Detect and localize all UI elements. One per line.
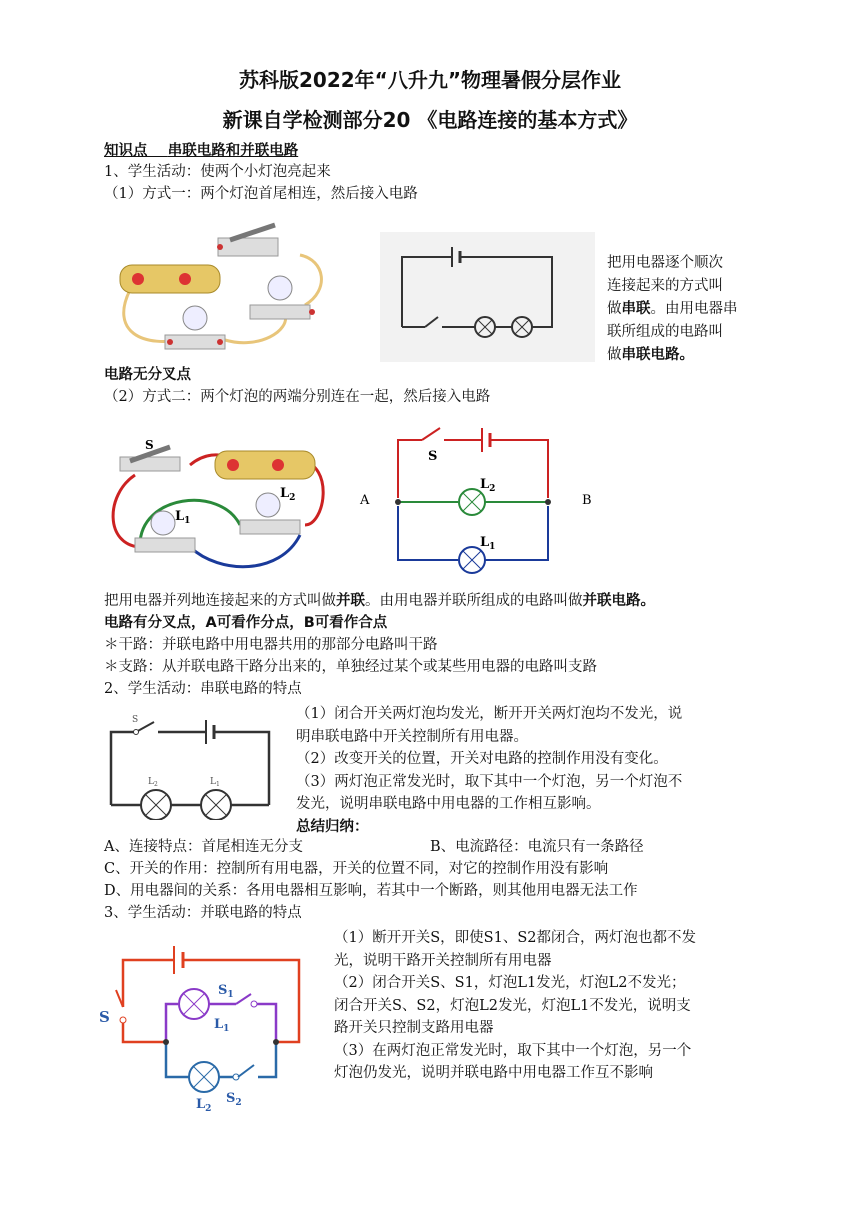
page-title: 苏科版2022年“八升九”物理暑假分层作业 [239,68,621,92]
parallel-characteristics-text: （1）断开开关S，即使S1、S2都闭合，两灯泡也都不发 光，说明干路开关控制所有用电器 （2）闭合开关S、S1，灯泡L1发光，灯泡L2不发光； 闭合开关S、S2，灯泡L2发光，灯泡L1不发光，说明支 路开关只控制支路用电器 （3）在两灯泡正常发光时，取下其中一个灯泡，另一个 灯泡仍发光，说明并联电路中用电器工作互不影响 [334,930,696,1081]
parallel-diagram-S2: $S_2$ [226,1091,242,1108]
summary-B: B、电流路径：电流只有一条路径 [430,839,644,855]
parallel-switch-label: S [428,449,438,464]
node-A-label: A [360,493,370,508]
parallel-L2-label: $L_2$ [480,477,496,494]
parallel-circuit-term: 并联电路。 [582,593,655,609]
series-characteristics-diagram [106,710,276,820]
series-diagram-L2: $L_2$ [148,777,158,788]
parallel-diagram-S: S [99,1008,110,1026]
parallel-circuit-diagram [350,418,610,583]
parallel-diagram-L1: $L_1$ [214,1017,230,1034]
parallel-physical-illustration [100,435,335,585]
series-def-line5a: 做 [607,347,622,363]
summary-C: C、开关的作用：控制所有用电器，开关的位置不同，对它的控制作用没有影响 [104,861,609,877]
parallel-characteristics-diagram [96,932,316,1117]
parallel-physical-S: S [145,438,154,452]
series-diagram-S: S [132,715,139,725]
series-term: 串联 [621,301,651,317]
branch-definition: ＊支路：从并联电路干路分出来的，单独经过某个或某些用电器的电路叫支路 [104,659,597,675]
parallel-diagram-L2: $L_2$ [196,1097,212,1114]
knowledge-topic: 串联电路和并联电路 [167,143,299,159]
trunk-definition: ＊干路：并联电路中用电器共用的那部分电路叫干路 [104,637,438,653]
parallel-physical-L2: $L_2$ [280,486,296,503]
branch-point-note: 电路有分叉点，A可看作分点，B可看作合点 [104,615,388,631]
series-def-line3a: 做 [607,301,622,317]
series-characteristics-text: （1）闭合开关两灯泡均发光，断开开关两灯泡均不发光，说 明串联电路中开关控制所有用电器。 （2）改变开关的位置，开关对电路的控制作用没有变化。 （3）两灯泡正常发光时，取下其中一个灯泡，另一个灯泡不 发光，说明串联电路中用电器的工作相互影响。 总结归纳： [296,703,682,838]
parallel-definition: 把用电器并列地连接起来的方式叫做并联。由用电器并联所组成的电路叫做并联电路。 [104,593,655,609]
summary-A: A、连接特点：首尾相连无分支 [104,839,303,855]
parallel-diagram-S1: $S_1$ [218,983,234,1000]
series-definition [607,252,738,367]
activity2-heading: 2、学生活动：串联电路的特点 [104,681,302,697]
series-physical-illustration [100,210,330,360]
no-branch-note: 电路无分叉点 [104,367,191,383]
node-B-label: B [582,493,592,508]
series-circuit-term: 串联电路。 [621,347,694,363]
knowledge-header [104,140,298,162]
page-subtitle: 新课自学检测部分20 《电路连接的基本方式》 [222,108,638,132]
series-diagram-L1: $L_1$ [210,777,220,788]
summary-heading: 总结归纳： [296,818,369,835]
series-def-line3c: 。由用电器串 [650,301,738,317]
series-def-line1: 把用电器逐个顺次 [607,255,723,271]
series-def-line2: 连接起来的方式叫 [607,278,723,294]
activity1-way2: （2）方式二：两个灯泡的两端分别连在一起，然后接入电路 [104,389,491,405]
series-circuit-diagram [380,232,595,362]
activity3-heading: 3、学生活动：并联电路的特点 [104,905,302,921]
parallel-L1-label: $L_1$ [480,535,496,552]
parallel-term: 并联 [336,593,365,609]
activity1-heading: 1、学生活动：使两个小灯泡亮起来 [104,164,331,180]
summary-D: D、用电器间的关系：各用电器相互影响，若其中一个断路，则其他用电器无法工作 [104,883,638,899]
activity1-way1: （1）方式一：两个灯泡首尾相连，然后接入电路 [104,186,418,202]
knowledge-label: 知识点 [104,143,148,159]
parallel-physical-L1: $L_1$ [175,509,191,526]
series-def-line4: 联所组成的电路叫 [607,324,723,340]
